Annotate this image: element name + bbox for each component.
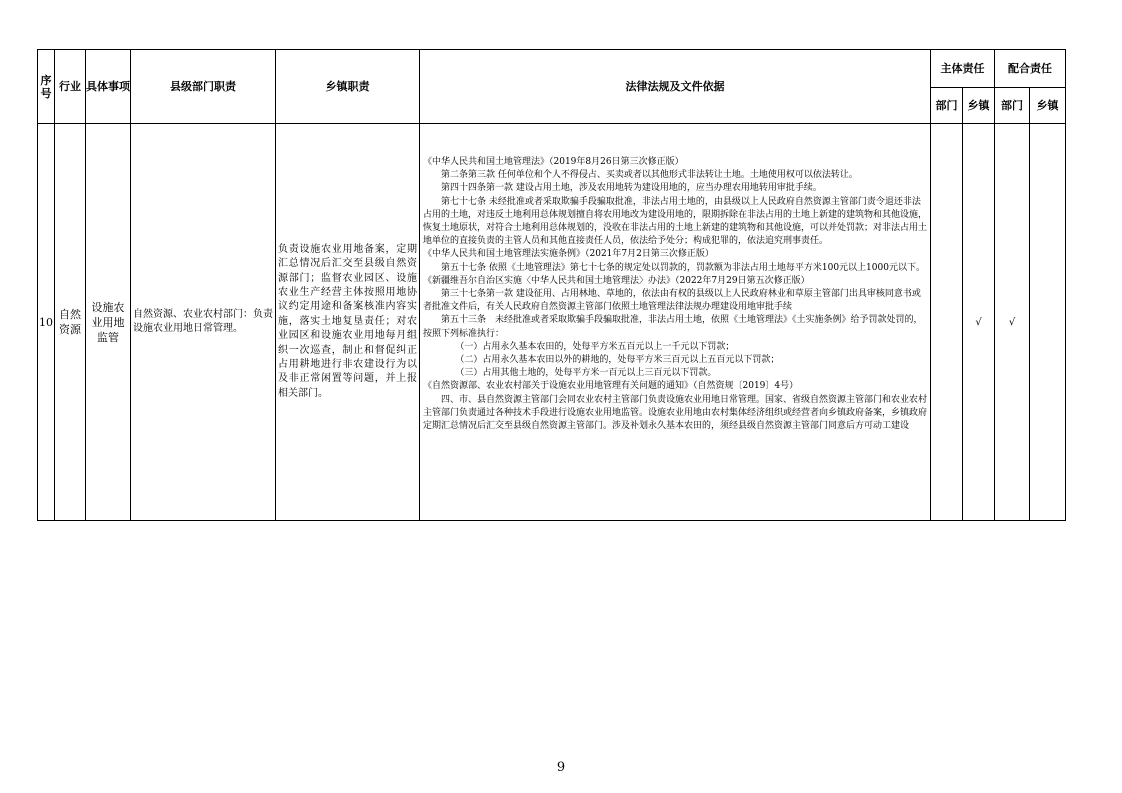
header-coop-town: 乡镇: [1030, 88, 1066, 124]
header-town-duty: 乡镇职责: [276, 50, 420, 124]
header-main-town: 乡镇: [963, 88, 995, 124]
row-main-dept: [931, 124, 963, 521]
header-coop-dept: 部门: [995, 88, 1030, 124]
legal-paragraph: 《自然资源部、农业农村部关于设施农业用地管理有关问题的通知》（自然资规〔2019〕4号）: [423, 381, 799, 392]
legal-paragraph: 第三十七条第一款 建设征用、占用林地、草地的，依法由有权的县级以上人民政府林业和草原主管部门出具审核同意书或者批准文件后，有关人民政府自然资源主管部门依照土地管理法律法规办理建设用地审批手续: [423, 289, 921, 313]
row-industry-text: 自然资源: [59, 308, 81, 336]
header-row-1: [38, 50, 1066, 88]
header-main-responsibility: 主体责任: [931, 50, 995, 88]
row-coop-town: [1030, 124, 1066, 521]
header-industry: 行业: [55, 50, 86, 124]
legal-paragraph: 《中华人民共和国土地管理法实施条例》（2021年7月2日第三次修正版）: [423, 249, 714, 260]
row-town-duty-text: 负责设施农业用地备案，定期汇总情况后汇交至县级自然资源部门；监督农业园区、设施农业生产经营主体按照用地协议约定用途和备案核准内容实施，落实土地复垦责任；对农业园区和设施农业用地每月组织一次巡查，制止和督促纠正占用耕地进行非农建设行为以及非正常闲置等问题，并上报相关部门。: [278, 243, 417, 399]
legal-paragraph: 《新疆维吾尔自治区实施〈中华人民共和国土地管理法〉办法》（2022年7月29日第五次修正版）: [423, 275, 810, 286]
row-county-duty-text: 自然资源、农业农村部门：负责设施农业用地日常管理。: [133, 308, 273, 334]
legal-paragraph: 第五十七条 依照《土地管理法》第七十七条的规定处以罚款的，罚款额为非法占用土地每平方米100元以上1000元以下。: [441, 262, 925, 273]
row-legal-basis: [420, 124, 931, 521]
legal-basis-text: [423, 156, 928, 433]
legal-paragraph: 第四十四条第一款 建设占用土地，涉及农用地转为建设用地的，应当办理农用地转用审批手续。: [441, 183, 822, 194]
legal-paragraph: （二）占用永久基本农田以外的耕地的，处每平方米三百元以上五百元以下罚款；: [455, 355, 780, 366]
header-item: 具体事项: [86, 50, 131, 124]
header-county-duty: 县级部门职责: [131, 50, 276, 124]
page-number: 9: [556, 760, 566, 775]
row-seq: 10: [38, 124, 55, 521]
header-coop-responsibility: 配合责任: [995, 50, 1066, 88]
legal-paragraph: 四、市、县自然资源主管部门会同农业农村主管部门负责设施农业用地日常管理。国家、省级自然资源主管部门和农业农村主管部门负责通过各种技术手段进行设施农业用地监管。设施农业用地由农村集体经济组织或经营者向乡镇政府备案，乡镇政府定期汇总情况后汇交至县级自然资源主管部门。涉及补划永久基本农田的，须经县级自然资源主管部门同意后方可动工建设: [423, 394, 928, 432]
header-seq: 序号: [38, 50, 55, 124]
responsibility-table: [37, 49, 1066, 521]
row-coop-dept-check: √: [995, 124, 1030, 521]
header-legal-basis: 法律法规及文件依据: [420, 50, 931, 124]
legal-paragraph: 第五十三条 未经批准或者采取欺骗手段骗取批准，非法占用土地，依照《土地管理法》《土实施条例》给予罚款处罚的，按照下列标准执行：: [423, 315, 923, 339]
table-row: [38, 124, 1066, 521]
legal-paragraph: （三）占用其他土地的，处每平方米一百元以上三百元以下罚款。: [455, 368, 717, 379]
header-main-dept: 部门: [931, 88, 963, 124]
row-town-duty: [276, 124, 420, 521]
row-main-town-check: √: [963, 124, 995, 521]
legal-paragraph: （一）占用永久基本农田的，处每平方米五百元以上一千元以下罚款；: [455, 341, 735, 352]
legal-paragraph: 第七十七条 未经批准或者采取欺骗手段骗取批准，非法占用土地的，由县级以上人民政府自然资源主管部门责令退还非法占用的土地，对违反土地利用总体规划擅自将农用地改为建设用地的，限期拆除在非法占用的土地上新建的建筑物和其他设施，恢复土地原状，对符合土地利用总体规划的，没收在非法占用的土地上新建的建筑物和其他设施，可以并处罚款；对非法占用土地单位的直接负责的主管人员和其他直接责任人员，依法给予处分；构成犯罪的，依法追究刑事责任。: [423, 196, 928, 247]
legal-paragraph: 《中华人民共和国土地管理法》（2019年8月26日第三次修正版）: [423, 157, 684, 167]
row-item: [86, 124, 131, 521]
row-industry: [55, 124, 86, 521]
row-county-duty: [131, 124, 276, 521]
row-item-text: 设施农业用地监管: [91, 300, 125, 344]
legal-paragraph: 第二条第三款 任何单位和个人不得侵占、买卖或者以其他形式非法转让土地。土地使用权可以依法转让。: [441, 170, 858, 181]
